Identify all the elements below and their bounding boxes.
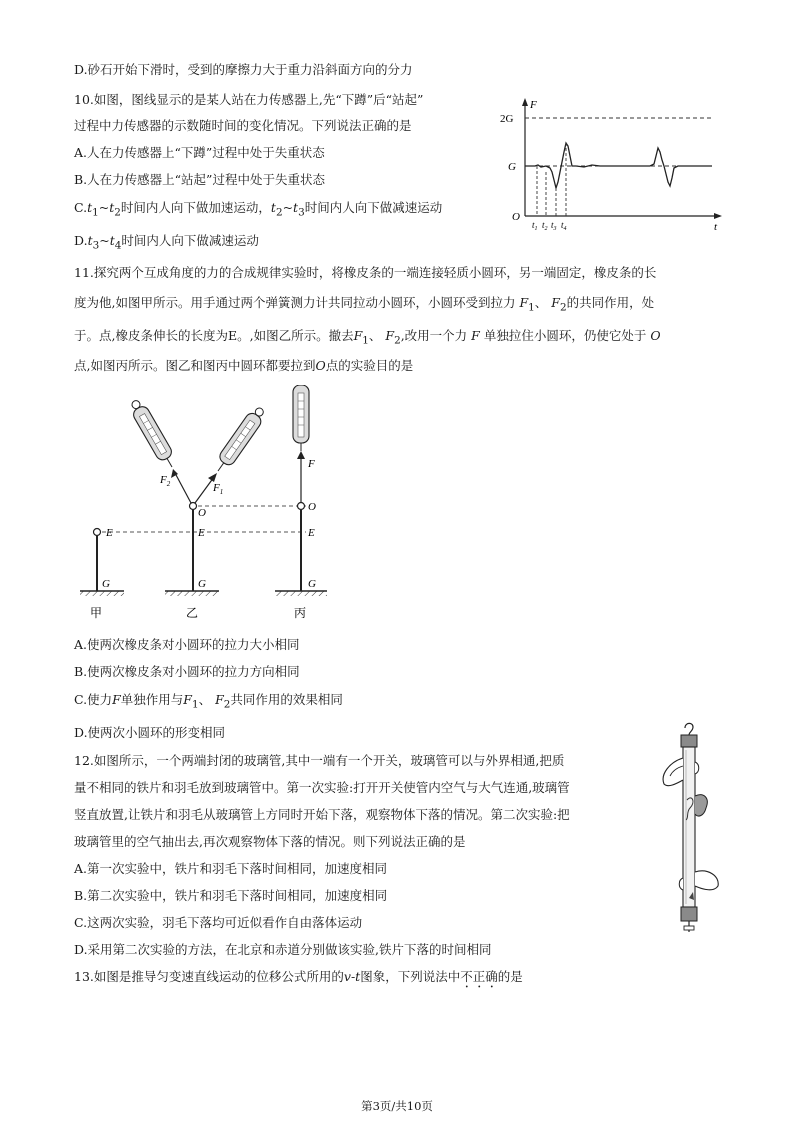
yi-f1-label: $F_1$ — [213, 482, 224, 496]
graph-2g-label: 2G — [500, 113, 514, 125]
q10-option-a: A.人在力传感器上“下蹲”过程中处于失重状态 — [74, 145, 325, 160]
q11-option-d: D.使两次小圆环的形变相同 — [74, 725, 226, 740]
q12-option-b: B.第二次实验中，铁片和羽毛下落时间相同，加速度相同 — [74, 888, 388, 903]
yi-spring-balance-right — [211, 404, 268, 475]
q12-stem-line1: 12.如图所示，一个两端封闭的玻璃管,其中一端有一个开关，玻璃管可以与外界相通,把质 — [74, 753, 565, 768]
yi-g-label: G — [198, 578, 206, 590]
bing-f-label: F — [308, 458, 315, 470]
caption-bing: 丙 — [294, 606, 307, 620]
q12-stem-line4: 玻璃管里的空气抽出去,再次观察物体下落的情况。则下列说法正确的是 — [74, 834, 466, 849]
q11-stem-line3: 于。点,橡皮条伸长的长度为E。,如图乙所示。撤去$F_1$、 $F_2$,改用一个力 F 单独拉住小圆环，仍使它处于 O — [74, 328, 661, 347]
q11-stem-line1: 11.探究两个互成角度的力的合成规律实验时，将橡皮条的一端连接轻质小圆环，另一端固定，橡皮条的长 — [74, 265, 657, 280]
graph-x-axis-label: t — [714, 221, 718, 233]
graph-t2-label: $t_2$ — [542, 220, 548, 232]
jia-g-label: G — [102, 578, 110, 590]
bing-e-label: E — [308, 527, 315, 539]
graph-t1-label: $t_1$ — [532, 220, 538, 232]
jia-e-label: E — [106, 527, 113, 539]
bing-o-label: O — [308, 501, 316, 513]
q10-stem-line1: 10.如图，图线显示的是某人站在力传感器上,先“下蹲”后“站起” — [74, 92, 424, 107]
q12-stem-line3: 竖直放置,让铁片和羽毛从玻璃管上方同时开始下落，观察物体下落的情况。第二次实验:把 — [74, 807, 570, 822]
q10-force-time-graph — [490, 96, 730, 234]
q10-option-d: $D.t_3\sim t_4$时间内人向下做减速运动 — [74, 233, 259, 252]
q12-stem-line2: 量不相同的铁片和羽毛放到玻璃管中。第一次实验:打开开关使管内空气与大气连通,玻璃管 — [74, 780, 570, 795]
yi-o-label: O — [198, 507, 206, 519]
q9-option-d: D.砂石开始下滑时，受到的摩擦力大于重力沿斜面方向的分力 — [74, 62, 413, 77]
q10-option-c: $C.t_1\sim t_2$时间内人向下做加速运动，$t_2\sim t_3$时间内人向下做减速运动 — [74, 200, 443, 219]
q11-stem-line4: 点,如图丙所示。图乙和图丙中圆环都要拉到O点的实验目的是 — [74, 358, 414, 373]
q10-stem-line2: 过程中力传感器的示数随时间的变化情况。下列说法正确的是 — [74, 118, 412, 133]
caption-yi: 乙 — [186, 606, 199, 620]
graph-t3-label: $t_3$ — [551, 220, 557, 232]
q11-option-b: B.使两次橡皮条对小圆环的拉力方向相同 — [74, 664, 300, 679]
graph-g-label: G — [508, 161, 516, 173]
q11-experiment-figure — [70, 385, 370, 625]
q12-option-c: C.这两次实验，羽毛下落均可近似看作自由落体运动 — [74, 915, 363, 930]
q11-option-a: A.使两次橡皮条对小圆环的拉力大小相同 — [74, 637, 300, 652]
q12-option-d: D.采用第二次实验的方法，在北京和赤道分别做该实验,铁片下落的时间相同 — [74, 942, 492, 957]
graph-y-axis-label: F — [530, 99, 537, 111]
q11-stem-line2: 度为他,如图甲所示。用手通过两个弹簧测力计共同拉动小圆环，小圆环受到拉力 $F_1$、 $F_2$的共同作用，处 — [74, 295, 655, 314]
yi-f2-label: $F_2$ — [160, 474, 171, 488]
yi-e-label: E — [198, 527, 205, 539]
page-footer: 第3页/共10页 — [361, 1099, 433, 1113]
bing-spring-balance — [293, 385, 309, 451]
caption-jia: 甲 — [90, 606, 103, 620]
q13-stem: 13.如图是推导匀变速直线运动的位移公式所用的v-t图象，下列说法中不正确的是 — [74, 969, 523, 984]
q10-option-b: B.人在力传感器上“站起”过程中处于失重状态 — [74, 172, 325, 187]
yi-spring-balance-left — [127, 397, 179, 471]
q12-option-a: A.第一次实验中，铁片和羽毛下落时间相同，加速度相同 — [74, 861, 388, 876]
graph-origin-label: O — [512, 211, 520, 223]
graph-t4-label: $t_4$ — [561, 220, 567, 232]
q12-glass-tube-figure — [656, 722, 728, 942]
bing-g-label: G — [308, 578, 316, 590]
q11-option-c: C.使力F单独作用与$F_1$、 $F_2$共同作用的效果相同 — [74, 692, 343, 711]
